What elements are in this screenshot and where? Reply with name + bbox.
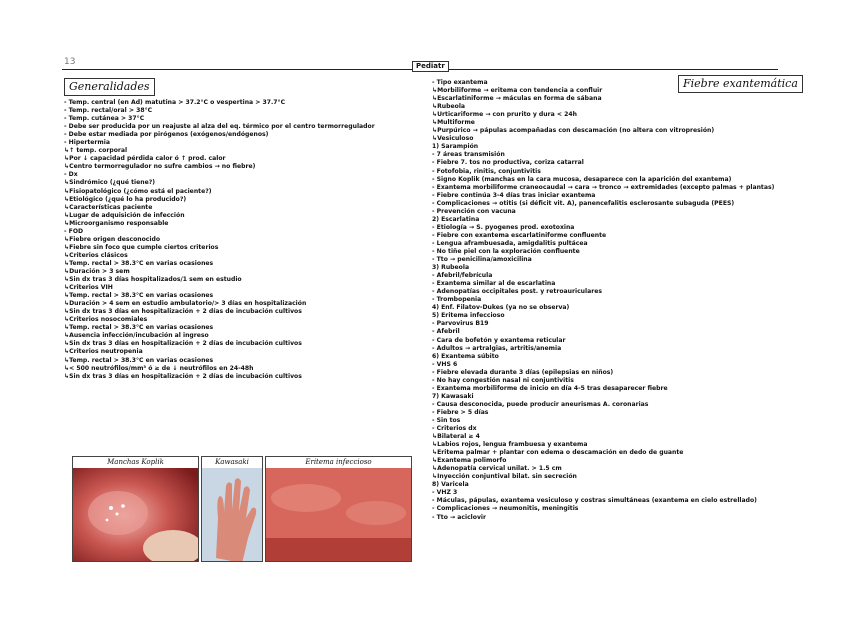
note-line: 7) Kawasaki [432, 392, 474, 400]
note-line: ↳Microorganismo responsable [64, 219, 169, 227]
note-line: - Fotofobia, rinitis, conjuntivitis [432, 167, 541, 175]
note-line: ↳Exantema polimorfo [432, 457, 507, 465]
note-line: - Fiebre con exantema escarlatiniforme confluente [432, 231, 607, 239]
note-line: ↳Vesiculoso [432, 135, 474, 143]
note-line: 4) Enf. Filatov-Dukes (ya no se observa) [432, 304, 570, 312]
note-line: ↳Multiforme [432, 119, 475, 127]
note-line: - No tiñe piel con la exploración confluente [432, 247, 580, 255]
note-line: - Etiología → S. pyogenes prod. exotoxina [432, 223, 575, 231]
note-line: - FOD [64, 227, 84, 235]
note-line: - Temp. rectal/oral > 38°C [64, 107, 153, 115]
note-line: ↳Duración > 4 sem en estudio ambulatorio/> 3 días en hospitalización [64, 300, 307, 308]
note-line: - Complicaciones → neumonitis, meningitis [432, 505, 579, 513]
section-title-fiebre-exantematica: Fiebre exantemática [678, 75, 803, 93]
note-line: ↳Criterios clásicos [64, 251, 128, 259]
note-line: ↳Rubeola [432, 103, 466, 111]
note-line: - Causa desconocida, puede producir aneurismas A. coronarias [432, 400, 649, 408]
image-kawasaki [201, 456, 263, 562]
note-line: ↳Eritema palmar + plantar con edema o descamación en dedo de guante [432, 449, 684, 457]
note-line: - Fiebre > 5 días [432, 408, 489, 416]
note-line: - Complicaciones → otitis (si déficit vit. A), panencefalitis esclerosante subaguda (PEES) [432, 199, 735, 207]
note-line: - Tto → aciclovir [432, 513, 487, 521]
note-line: ↳Temp. rectal > 38.3°C en varias ocasiones [64, 356, 214, 364]
note-line: - VHS 6 [432, 360, 458, 368]
note-line: - No hay congestión nasal ni conjuntivitis [432, 376, 574, 384]
note-line: 3) Rubeola [432, 264, 470, 272]
note-line: ↳Etiológico (¿qué lo ha producido?) [64, 195, 187, 203]
note-line: ↳Escarlatiniforme → máculas en forma de sábana [432, 95, 602, 103]
note-line: 8) Varicela [432, 481, 469, 489]
note-line: - Adenopatías occipitales post. y retroauriculares [432, 288, 602, 296]
note-line: - Hipertermia [64, 139, 110, 147]
note-line: ↳Centro termorregulador no sufre cambios → no fiebre) [64, 163, 256, 171]
note-line: ↳Duración > 3 sem [64, 267, 130, 275]
note-line: ↳Criterios VIH [64, 284, 113, 292]
note-line: - Fiebre continúa 3-4 días tras iniciar exantema [432, 191, 596, 199]
image-label: Kawasaki [202, 457, 262, 469]
note-line: ↳Purpúrico → pápulas acompañadas con descamación (no altera con vitropresión) [432, 127, 715, 135]
note-line: - Afebril/febrícula [432, 272, 493, 280]
subject-tag: Pediatr [412, 61, 449, 72]
note-line: ↳Fiebre origen desconocido [64, 235, 161, 243]
note-line: ↳< 500 neutrófilos/mm³ ó ≥ de ↓ neutrófilos en 24-48h [64, 364, 254, 372]
note-line: ↳Temp. rectal > 38.3°C en varias ocasiones [64, 324, 214, 332]
note-line: ↳Sin dx tras 3 días hospitalizados/1 sem en estudio [64, 276, 242, 284]
note-line: ↳Morbiliforme → eritema con tendencia a confluir [432, 87, 603, 95]
note-line: ↳Adenopatía cervical unilat. > 1.5 cm [432, 465, 562, 473]
note-line: ↳Por ↓ capacidad pérdida calor ó ↑ prod. calor [64, 155, 226, 163]
note-line: 6) Exantema súbito [432, 352, 499, 360]
note-line: - Signo Koplik (manchas en la cara mucosa, desaparece con la aparición del exantema) [432, 175, 732, 183]
note-line: ↳Ausencia infección/incubación al ingreso [64, 332, 209, 340]
note-line: - Trombopenia [432, 296, 482, 304]
note-line: - 7 áreas transmisión [432, 151, 505, 159]
section-title-generalidades: Generalidades [64, 78, 155, 96]
note-line: - Fiebre 7. tos no productiva, coriza catarral [432, 159, 584, 167]
note-line: - Debe ser producida por un reajuste al alza del eq. térmico por el centro termorregulador [64, 123, 375, 131]
kawasaki-photo [202, 468, 263, 562]
eritema-photo [266, 468, 412, 562]
notes-left-column [64, 99, 424, 381]
note-line: ↳Criterios neutropenia [64, 348, 143, 356]
note-line: - Tipo exantema [432, 79, 488, 86]
note-line: ↳Sin dx tras 3 días en hospitalización + 2 días de incubación cultivos [64, 340, 302, 348]
page-number: 13 [64, 57, 76, 67]
note-line: ↳Fisiopatológico (¿cómo está el paciente?) [64, 187, 212, 195]
note-line: - Sin tos [432, 416, 461, 424]
note-line: ↳Sin dx tras 3 días en hospitalización + 2 días de incubación cultivos [64, 372, 302, 380]
note-line: - Tto → penicilina/amoxicilina [432, 256, 532, 264]
note-line: ↳Bilateral ≥ 4 [432, 433, 480, 441]
note-line: - VHZ 3 [432, 489, 458, 497]
note-line: - Adultos → artralgias, artritis/anemia [432, 344, 562, 352]
note-line: 1) Sarampión [432, 143, 479, 151]
note-line: - Máculas, pápulas, exantema vesiculoso y costras simultáneas (exantema en cielo estrellado) [432, 497, 757, 505]
note-line: - Lengua aframbuesada, amigdalitis pultácea [432, 239, 588, 247]
note-line: - Afebril [432, 328, 460, 336]
image-label: Eritema infeccioso [266, 457, 411, 469]
koplik-photo [73, 468, 199, 562]
note-line: - Parvovirus B19 [432, 320, 489, 328]
note-line: ↳Urticariforme → con prurito y dura < 24h [432, 111, 577, 119]
note-line: - Dx [64, 171, 78, 179]
note-line: - Exantema similar al de escarlatina [432, 280, 556, 288]
image-koplik [72, 456, 199, 562]
clinical-images [72, 456, 412, 562]
note-line: ↳Fiebre sin foco que cumple ciertos criterios [64, 243, 219, 251]
note-line: - Exantema morbiliforme de inicio en día 4-5 tras desaparecer fiebre [432, 384, 668, 392]
note-line: - Prevención con vacuna [432, 207, 516, 215]
note-line: ↳Características paciente [64, 203, 153, 211]
note-line: ↳Labios rojos, lengua frambuesa y exantema [432, 441, 588, 449]
note-line: ↳↑ temp. corporal [64, 147, 128, 155]
note-line: - Criterios dx [432, 425, 477, 433]
note-line: - Temp. central (en Ad) matutina > 37.2°C o vespertina > 37.7°C [64, 99, 286, 106]
note-line: - Fiebre elevada durante 3 días (epilepsias en niños) [432, 368, 614, 376]
image-eritema [265, 456, 412, 562]
image-label: Manchas Koplik [73, 457, 198, 469]
note-line: ↳Temp. rectal > 38.3°C en varias ocasiones [64, 259, 214, 267]
note-line: ↳Criterios nosocomiales [64, 316, 148, 324]
note-line: ↳Sindrómico (¿qué tiene?) [64, 179, 156, 187]
note-line: - Debe estar mediada por pirógenos (exógenos/endógenos) [64, 131, 269, 139]
note-line: - Exantema morbiliforme craneocaudal → cara → tronco → extremidades (excepto palmas + plantas) [432, 183, 775, 191]
note-line: - Cara de bofetón y exantema reticular [432, 336, 566, 344]
note-line: 2) Escarlatina [432, 215, 480, 223]
note-line: ↳Temp. rectal > 38.3°C en varias ocasiones [64, 292, 214, 300]
notes-right-column [432, 79, 792, 522]
note-line: ↳Inyección conjuntival bilat. sin secreción [432, 473, 577, 481]
note-line: ↳Lugar de adquisición de infección [64, 211, 185, 219]
note-line: ↳Sin dx tras 3 días en hospitalización + 2 días de incubación cultivos [64, 308, 302, 316]
note-line: - Temp. cutánea > 37°C [64, 115, 145, 123]
note-line: 5) Eritema infeccioso [432, 312, 505, 320]
